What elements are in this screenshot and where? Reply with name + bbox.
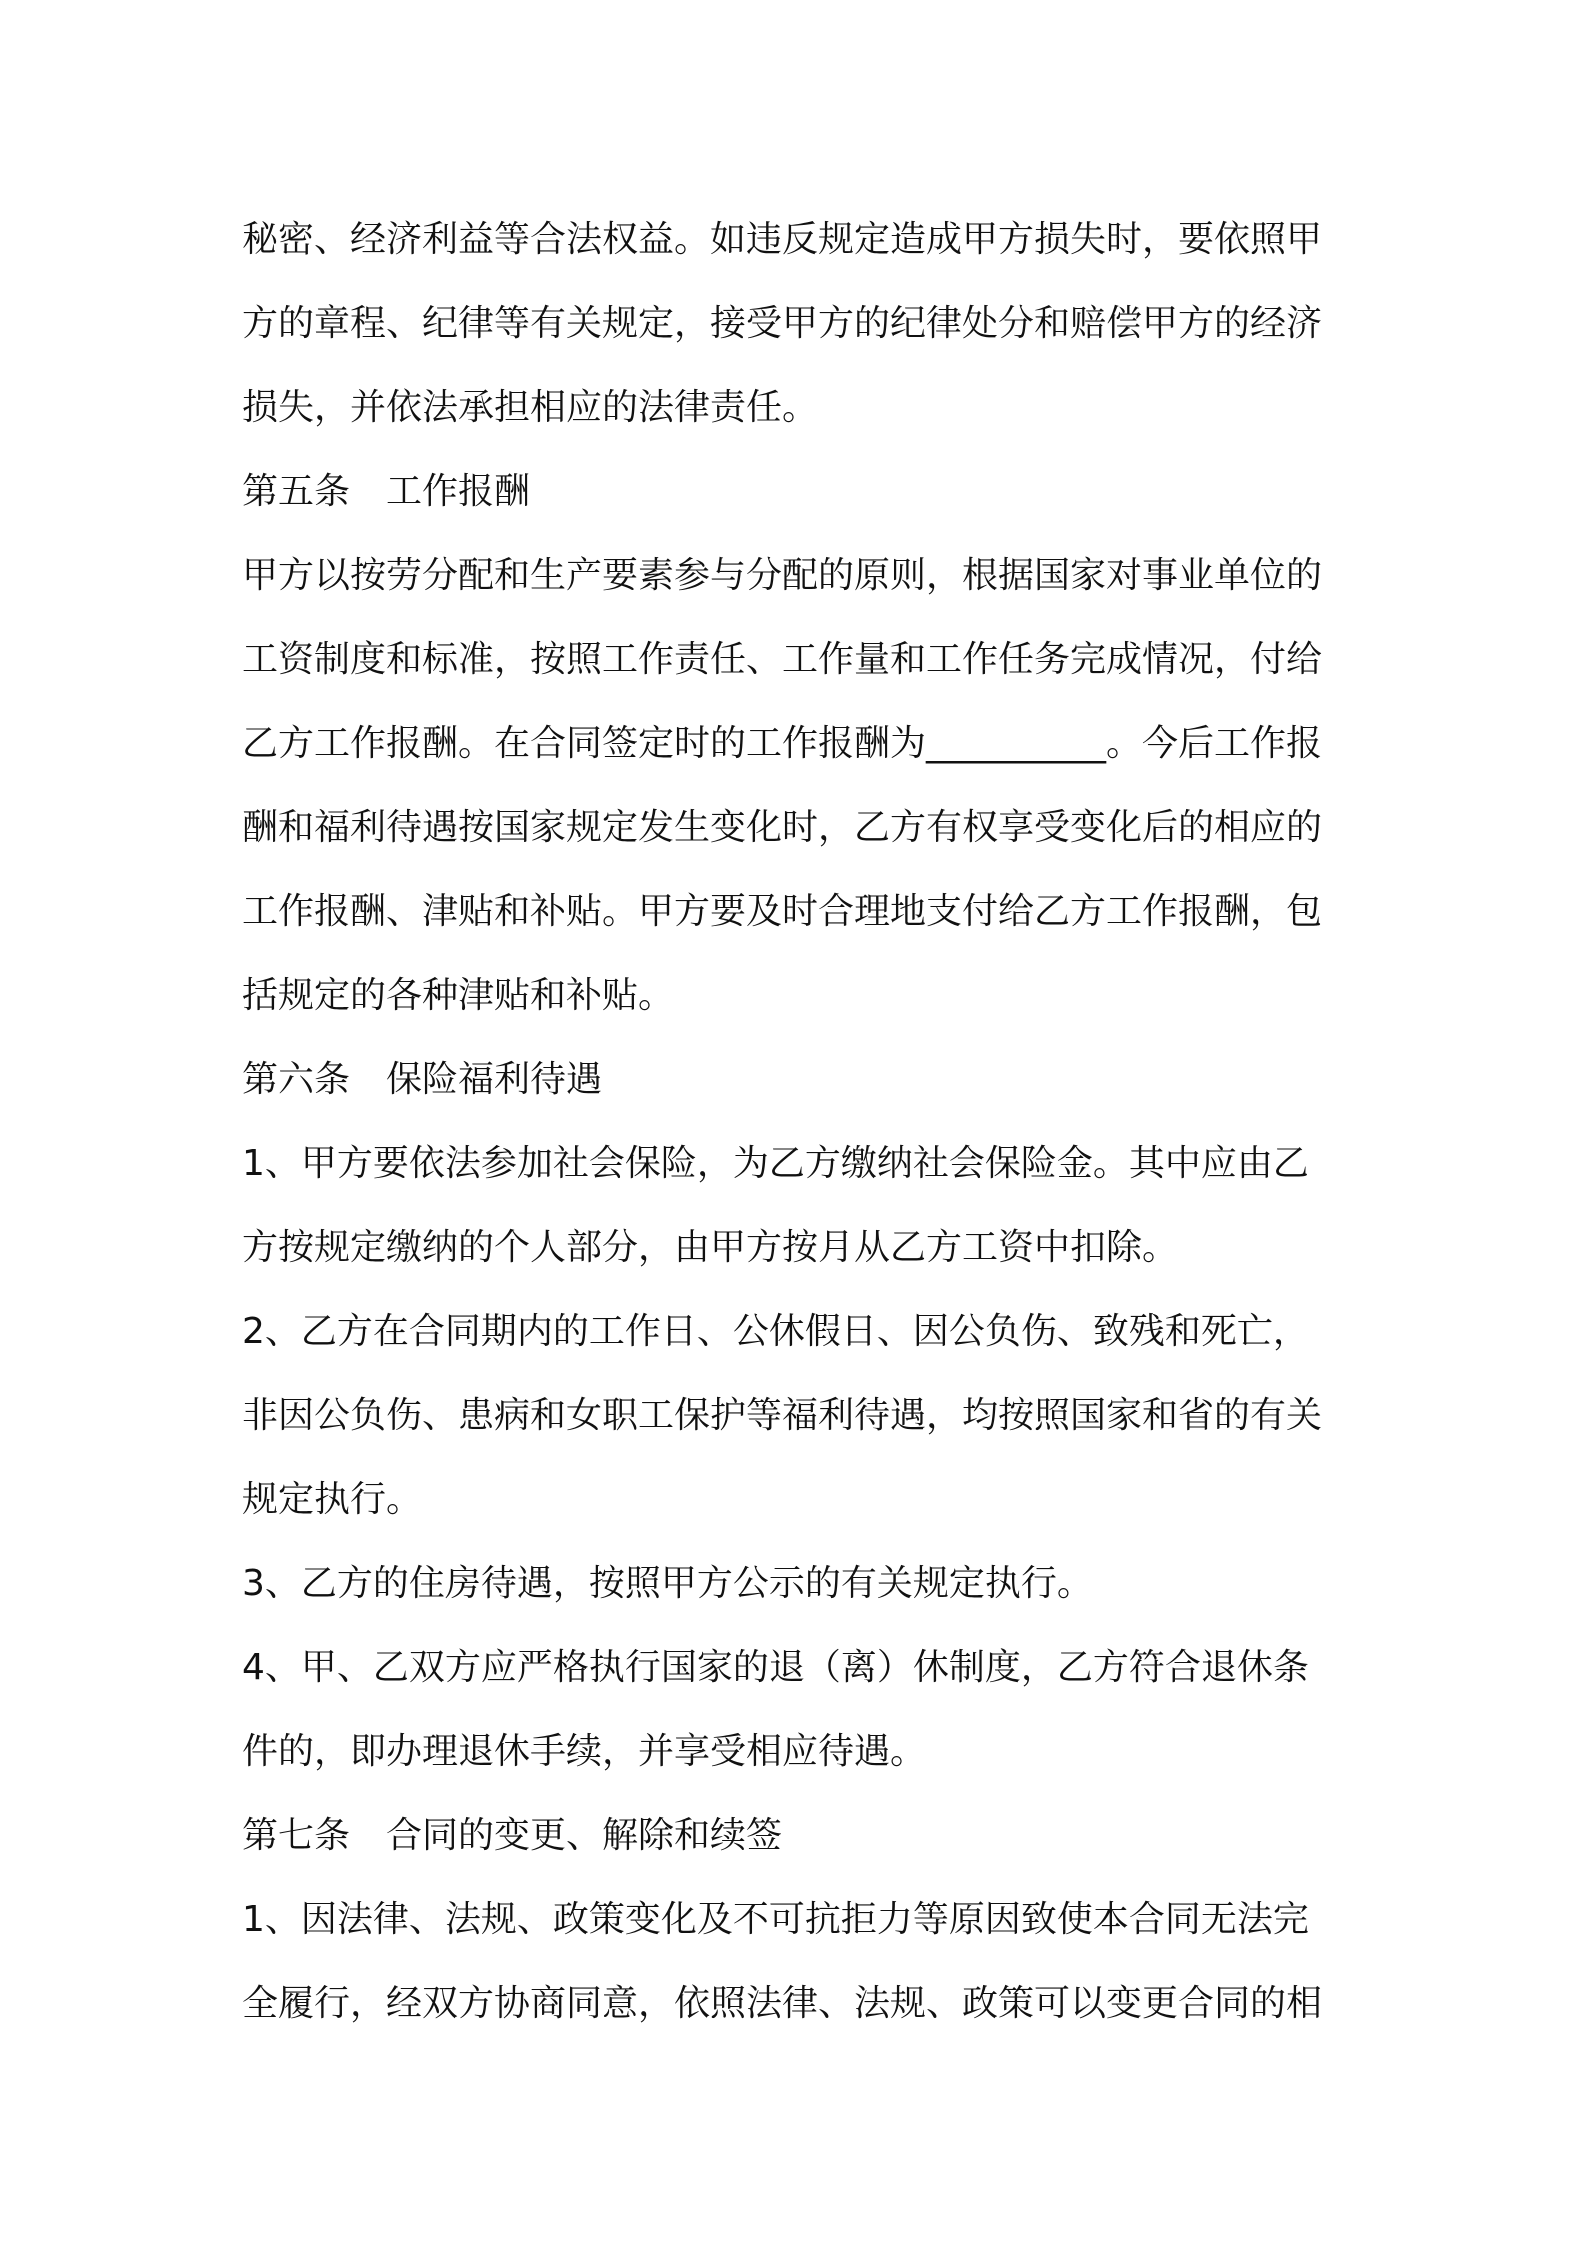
text-line: 规定执行。 (242, 1479, 423, 1520)
text-line: 甲方以按劳分配和生产要素参与分配的原则，根据国家对事业单位的 (242, 555, 1323, 596)
text-line: 工资制度和标准，按照工作责任、工作量和工作任务完成情况，付给 (242, 639, 1323, 680)
text-line: 括规定的各种津贴和补贴。 (242, 975, 675, 1016)
text-line: 秘密、经济利益等合法权益。如违反规定造成甲方损失时，要依照甲 (242, 219, 1323, 260)
text-line: 方按规定缴纳的个人部分，由甲方按月从乙方工资中扣除。 (242, 1227, 1179, 1268)
document-page (242, 198, 1352, 2046)
text-line: 2、乙方在合同期内的工作日、公休假日、因公负伤、致残和死亡， (242, 1311, 1309, 1352)
text-line: 非因公负伤、患病和女职工保护等福利待遇，均按照国家和省的有关 (242, 1395, 1323, 1436)
text-line: 工作报酬、津贴和补贴。甲方要及时合理地支付给乙方工作报酬，包 (242, 891, 1323, 932)
text-line: 损失，并依法承担相应的法律责任。 (242, 387, 819, 428)
text-line: 件的，即办理退休手续，并享受相应待遇。 (242, 1731, 927, 1772)
section-heading-7: 第七条 合同的变更、解除和续签 (242, 1815, 783, 1856)
section-heading-6: 第六条 保险福利待遇 (242, 1059, 603, 1100)
section-heading-5: 第五条 工作报酬 (242, 471, 531, 512)
text-line: 4、甲、乙双方应严格执行国家的退（离）休制度，乙方符合退休条 (242, 1647, 1309, 1688)
text-line: 酬和福利待遇按国家规定发生变化时，乙方有权享受变化后的相应的 (242, 807, 1323, 848)
salary-blank-line: 乙方工作报酬。在合同签定时的工作报酬为__________。今后工作报 (242, 723, 1323, 764)
text-line: 1、甲方要依法参加社会保险，为乙方缴纳社会保险金。其中应由乙 (242, 1143, 1309, 1184)
text-line: 全履行，经双方协商同意，依照法律、法规、政策可以变更合同的相 (242, 1983, 1323, 2024)
text-line: 3、乙方的住房待遇，按照甲方公示的有关规定执行。 (242, 1563, 1093, 1604)
text-line: 1、因法律、法规、政策变化及不可抗拒力等原因致使本合同无法完 (242, 1899, 1309, 1940)
text-line: 方的章程、纪律等有关规定，接受甲方的纪律处分和赔偿甲方的经济 (242, 303, 1323, 344)
